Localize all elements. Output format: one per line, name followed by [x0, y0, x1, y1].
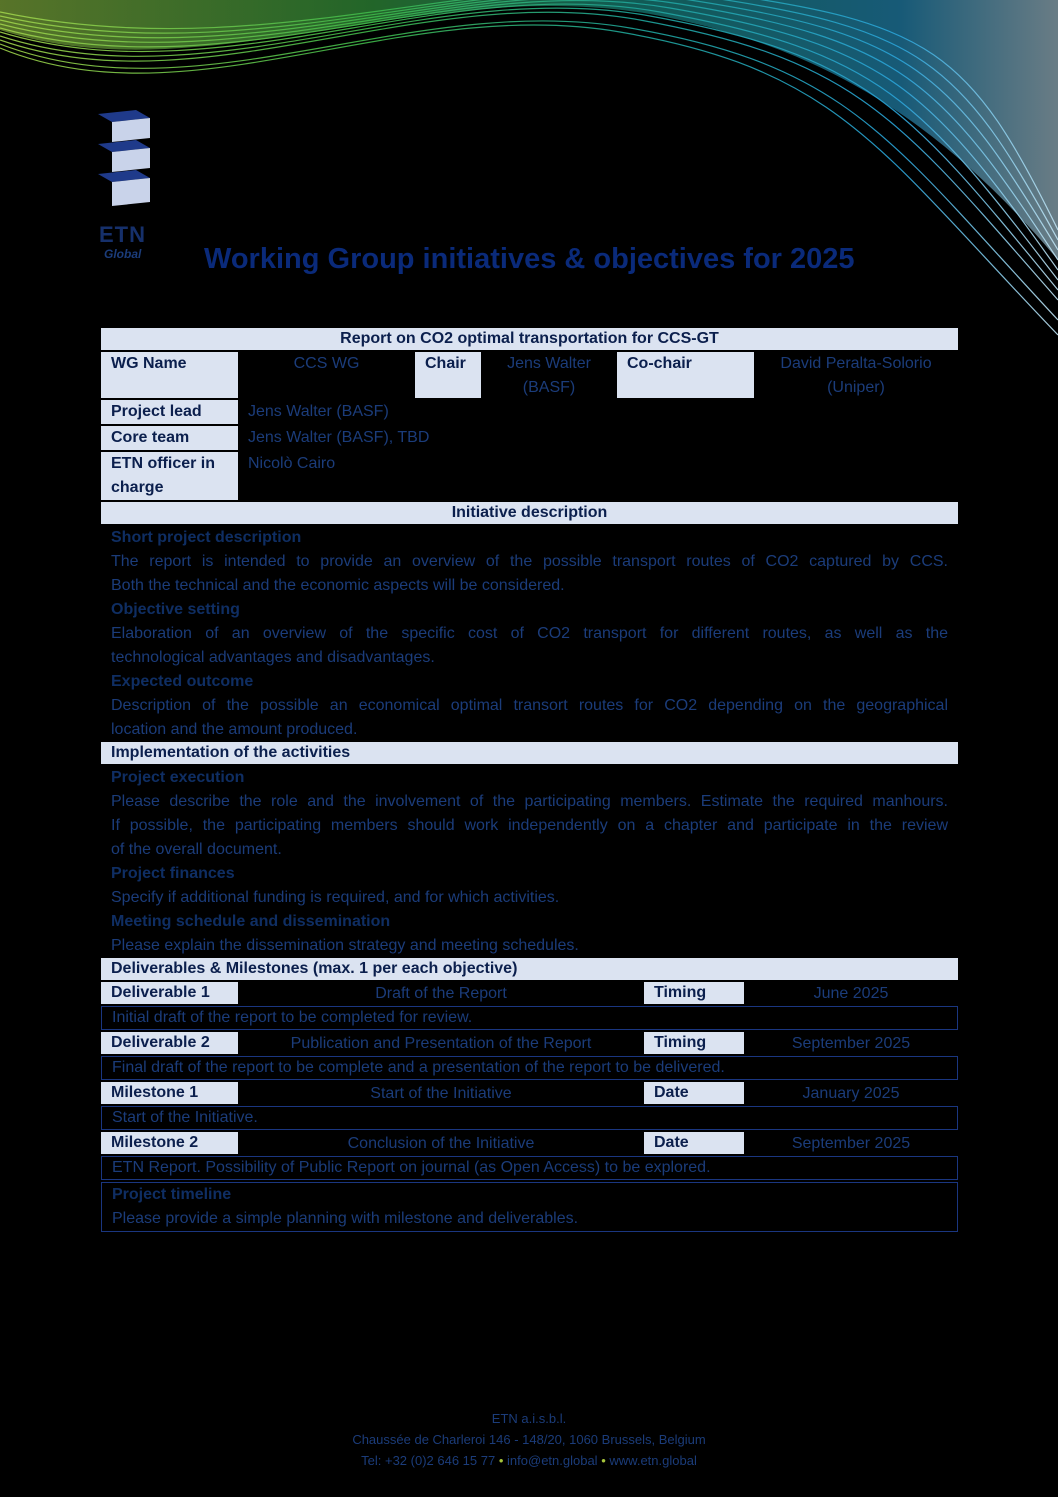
logo-text: ETN	[99, 222, 146, 247]
header-wave-graphic	[0, 0, 1058, 340]
officer-label-line2: charge	[111, 479, 164, 496]
execution-heading: Project execution	[111, 769, 245, 786]
deliverable-time-label: Timing	[644, 982, 744, 1004]
cochair-value	[754, 352, 958, 398]
deliverable-name: Publication and Presentation of the Report	[290, 1035, 592, 1052]
deliverable-time: June 2025	[813, 985, 889, 1002]
footer-contact	[0, 1450, 1058, 1471]
footer	[0, 1408, 1058, 1471]
execution-line: of the overall document.	[111, 841, 282, 858]
timeline-line: Please provide a simple planning with milestone and deliverables.	[112, 1210, 579, 1227]
core-team-label: Core team	[101, 426, 238, 450]
objective-line: Elaboration of an overview of the specific cost of CO2 transport for different routes, as well as the	[111, 625, 948, 642]
milestone-row	[101, 1082, 958, 1104]
report-title: Report on CO2 optimal transportation for CCS-GT	[101, 328, 958, 350]
objective-heading: Objective setting	[111, 601, 240, 618]
separator-dot: •	[498, 1453, 504, 1468]
deliverable-time-label: Timing	[644, 1032, 744, 1054]
initiative-heading: Initiative description	[101, 502, 958, 524]
milestone-date-label: Date	[644, 1132, 744, 1154]
officer-value: Nicolò Cairo	[248, 455, 336, 472]
outcome-line: Description of the possible an economical optimal transort routes for CO2 depending on the geographical	[111, 697, 948, 714]
chair-label: Chair	[415, 352, 481, 398]
meeting-heading: Meeting schedule and dissemination	[111, 913, 391, 930]
chair-value	[481, 352, 617, 398]
deliverable-row	[101, 982, 958, 1004]
footer-address: Chaussée de Charleroi 146 - 148/20, 1060 Brussels, Belgium	[352, 1432, 706, 1447]
deliverable-name: Draft of the Report	[375, 985, 507, 1002]
outcome-line: location and the amount produced.	[111, 721, 358, 738]
project-lead-value: Jens Walter (BASF)	[248, 403, 389, 420]
chair-name: Jens Walter	[507, 355, 591, 372]
core-team-value: Jens Walter (BASF), TBD	[248, 429, 430, 446]
deliverable-label: Deliverable 1	[101, 982, 238, 1004]
meeting-line: Please explain the dissemination strategy and meeting schedules.	[111, 937, 579, 954]
implementation-heading: Implementation of the activities	[101, 742, 958, 764]
milestone-date: January 2025	[802, 1085, 900, 1102]
project-lead-row	[101, 400, 958, 424]
deliverable-label: Deliverable 2	[101, 1032, 238, 1054]
project-timeline-box	[101, 1182, 958, 1232]
cochair-name: David Peralta-Solorio	[780, 355, 932, 372]
footer-org: ETN a.i.s.b.l.	[491, 1411, 567, 1426]
milestone-date-label: Date	[644, 1082, 744, 1104]
wg-name-value: CCS WG	[293, 355, 360, 372]
milestone-description: ETN Report. Possibility of Public Report on journal (as Open Access) to be explored.	[101, 1156, 958, 1180]
finances-line: Specify if additional funding is required, and for which activities.	[111, 889, 560, 906]
footer-phone: Tel: +32 (0)2 646 15 77	[361, 1453, 496, 1468]
short-description-heading: Short project description	[111, 529, 302, 546]
deliverables-heading: Deliverables & Milestones (max. 1 per each objective)	[101, 958, 958, 980]
finances-heading: Project finances	[111, 865, 235, 882]
wg-info-row	[101, 352, 958, 398]
milestone-label: Milestone 1	[101, 1082, 238, 1104]
wg-name-label: WG Name	[101, 352, 238, 398]
execution-line: Please describe the role and the involvement of the participating members. Estimate the required manhours.	[111, 793, 948, 810]
deliverable-time: September 2025	[791, 1035, 911, 1052]
logo-subtext: Global	[104, 247, 142, 261]
execution-line: If possible, the participating members should work independently on a chapter and participate in the review	[111, 817, 948, 834]
deliverable-description: Final draft of the report to be complete and a presentation of the report to be delivered.	[101, 1056, 958, 1080]
cochair-org: (Uniper)	[827, 379, 885, 396]
milestone-date: September 2025	[791, 1135, 911, 1152]
page-title: Working Group initiatives & objectives for 2025	[204, 243, 855, 275]
milestone-label: Milestone 2	[101, 1132, 238, 1154]
milestone-name: Start of the Initiative	[370, 1085, 512, 1102]
officer-label-line1: ETN officer in	[111, 455, 216, 472]
chair-org: (BASF)	[522, 379, 576, 396]
footer-website[interactable]: www.etn.global	[609, 1453, 697, 1468]
project-lead-label: Project lead	[101, 400, 238, 424]
objective-line: technological advantages and disadvantages.	[111, 649, 435, 666]
initiative-form	[101, 328, 958, 1234]
milestone-name: Conclusion of the Initiative	[347, 1135, 535, 1152]
milestone-description: Start of the Initiative.	[101, 1106, 958, 1130]
short-description-line: Both the technical and the economic aspects will be considered.	[111, 577, 565, 594]
etn-logo-icon	[98, 110, 158, 220]
short-description-line: The report is intended to provide an overview of the possible transport routes of CO2 captured by CCS.	[111, 553, 948, 570]
outcome-heading: Expected outcome	[111, 673, 254, 690]
officer-row	[101, 452, 958, 500]
deliverable-description: Initial draft of the report to be completed for review.	[101, 1006, 958, 1030]
footer-email[interactable]: info@etn.global	[507, 1453, 598, 1468]
deliverable-row	[101, 1032, 958, 1054]
officer-label	[101, 452, 238, 500]
separator-dot: •	[601, 1453, 606, 1468]
cochair-label: Co-chair	[617, 352, 754, 398]
milestone-row	[101, 1132, 958, 1154]
timeline-heading: Project timeline	[112, 1186, 232, 1203]
core-team-row	[101, 426, 958, 450]
